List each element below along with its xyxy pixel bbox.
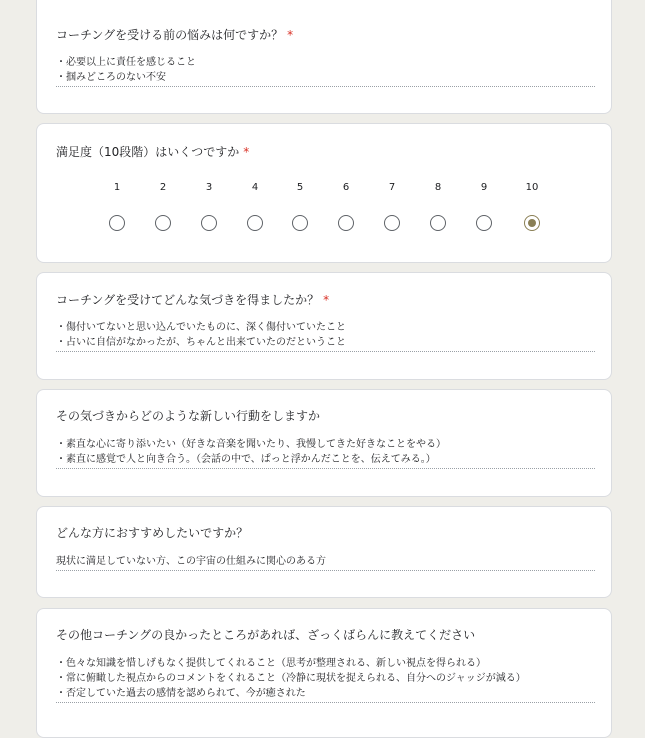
question-card-recommend: [36, 506, 612, 598]
answer-line: ・常に俯瞰した視点からのコメントをくれること（冷静に現状を捉えられる、自分へのジャッジが減る）: [56, 673, 526, 684]
scale-radio-10-selected[interactable]: [524, 215, 540, 231]
question-title: その気づきからどのような新しい行動をしますか: [56, 409, 321, 423]
scale-label-7: 7: [388, 182, 396, 193]
answer-line: ・否定していた過去の感情を認められて、今が癒された: [56, 688, 306, 699]
question-card-awareness: [36, 272, 612, 380]
answer-text[interactable]: [56, 437, 595, 469]
scale-label-8: 8: [434, 182, 442, 193]
required-asterisk: *: [243, 145, 250, 159]
question-title: どんな方におすすめしたいですか？: [56, 526, 249, 540]
answer-line: ・色々な知識を惜しげもなく提供してくれること（思考が整理される、新しい視点を得られる）: [56, 658, 486, 669]
scale-label-6: 6: [342, 182, 350, 193]
scale-label-3: 3: [205, 182, 213, 193]
answer-line: ・傷付いてないと思い込んでいたものに、深く傷付いていたこと: [56, 322, 346, 333]
answer-text[interactable]: [56, 656, 595, 703]
scale-radio-6[interactable]: [338, 215, 354, 231]
scale-radio-7[interactable]: [384, 215, 400, 231]
answer-line: ・素直な心に寄り添いたい（好きな音楽を聞いたり、我慢してきた好きなことをやる）: [56, 439, 446, 450]
question-title: コーチングを受けてどんな気づきを得ましたか？ *: [56, 293, 330, 307]
scale-radio-1[interactable]: [109, 215, 125, 231]
answer-line: 現状に満足していない方、この宇宙の仕組みに関心のある方: [56, 556, 326, 567]
answer-text[interactable]: [56, 320, 595, 352]
question-title: その他コーチングの良かったところがあれば、ざっくばらんに教えてください: [56, 628, 476, 642]
answer-line: ・占いに自信がなかったが、ちゃんと出来ていたのだということ: [56, 337, 346, 348]
question-card-other-good-points: [36, 608, 612, 738]
scale-radio-8[interactable]: [430, 215, 446, 231]
answer-text[interactable]: [56, 554, 595, 571]
scale-label-4: 4: [251, 182, 259, 193]
answer-line: ・素直に感覚で人と向き合う。（会話の中で、ぱっと浮かんだことを、伝えてみる。）: [56, 454, 436, 465]
scale-radio-4[interactable]: [247, 215, 263, 231]
scale-label-2: 2: [159, 182, 167, 193]
scale-label-9: 9: [480, 182, 488, 193]
scale-label-10: 10: [525, 182, 539, 193]
question-title: 満足度（10段階）はいくつですか *: [56, 145, 250, 159]
question-card-satisfaction: [36, 123, 612, 263]
scale-radio-9[interactable]: [476, 215, 492, 231]
answer-text[interactable]: [56, 55, 595, 87]
question-title: コーチングを受ける前の悩みは何ですか？ *: [56, 28, 294, 42]
scale-radio-2[interactable]: [155, 215, 171, 231]
question-card-new-action: [36, 389, 612, 497]
question-card-worries: [36, 0, 612, 114]
scale-label-1: 1: [113, 182, 121, 193]
scale-radio-3[interactable]: [201, 215, 217, 231]
scale-label-5: 5: [296, 182, 304, 193]
answer-line: ・必要以上に責任を感じること: [56, 57, 196, 68]
scale-radio-5[interactable]: [292, 215, 308, 231]
answer-line: ・掴みどころのない不安: [56, 72, 166, 83]
required-asterisk: *: [323, 293, 330, 307]
required-asterisk: *: [287, 28, 294, 42]
